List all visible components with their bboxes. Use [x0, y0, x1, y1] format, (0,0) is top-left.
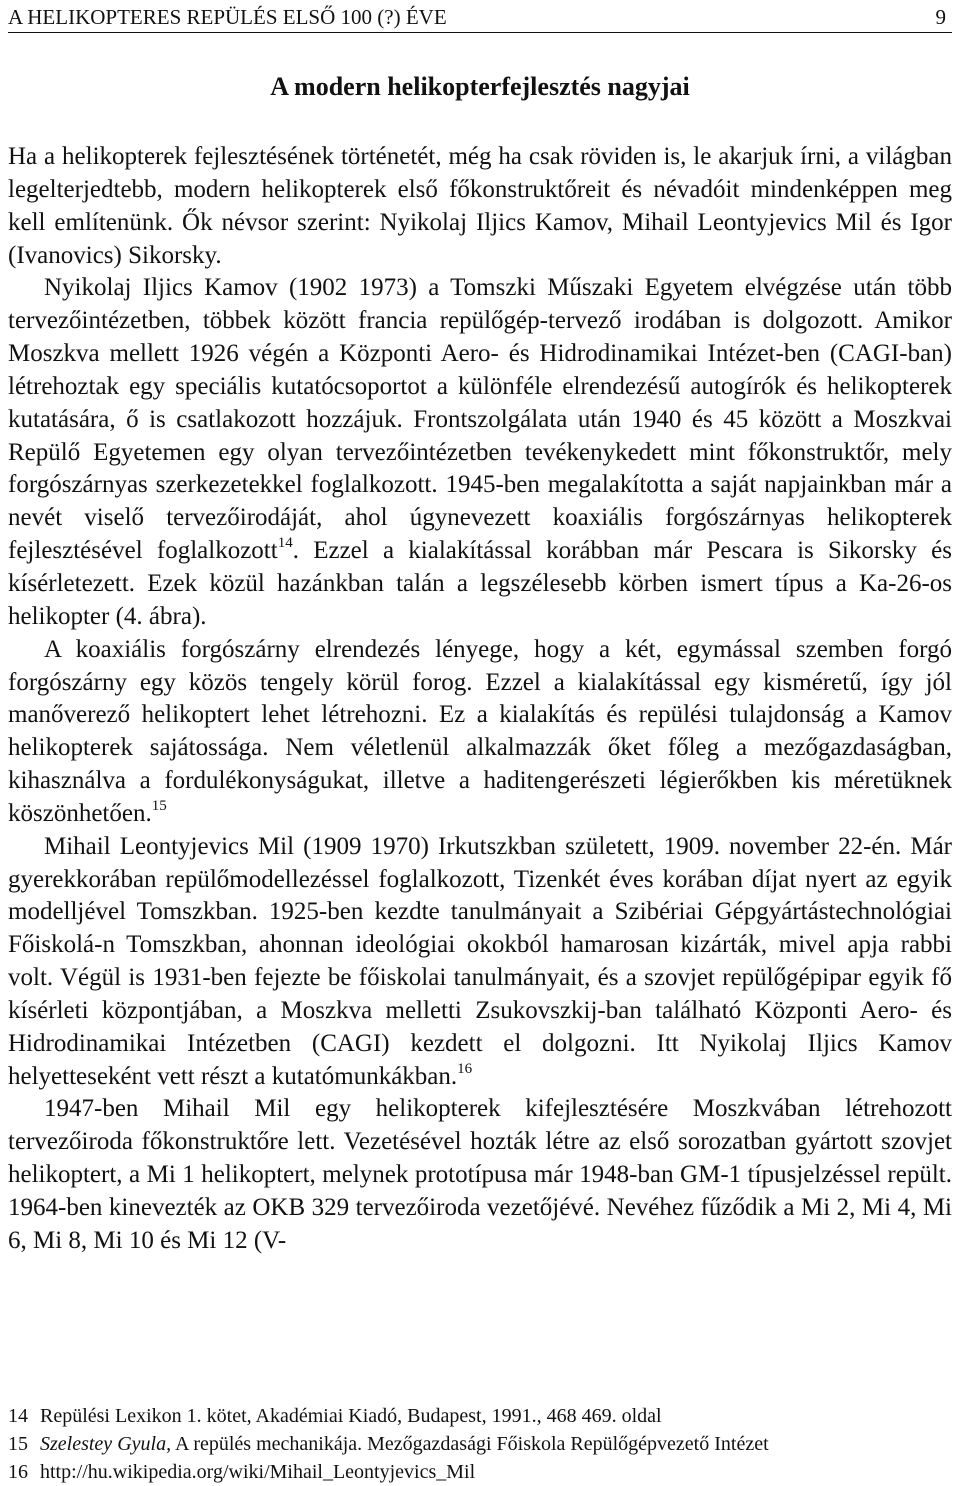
- footnote-ref-14: 14: [277, 535, 293, 552]
- footnote-ref-16: 16: [457, 1060, 473, 1077]
- paragraph-kamov: Nyikolaj Iljics Kamov (1902 1973) a Tomszki Műszaki Egyetem elvégzése után több tervezőintézetben, többek között francia repülőgép-tervező irodában is dolgozott. Amikor Moszkva mellett 1926 végén a Központi Aero- és Hidrodinamikai Intézet-ben (CAGI-ban) létrehoztak egy speciális kutatócsoportot a különféle elrendezésű autogírók és helikopterek kutatására, ő is csatlakozott hozzájuk. Frontszolgálata után 1940 és 45 között a Moszkvai Repülő Egyetemen egy olyan tervezőintézetben tevékenykedett mint főkonstruktőr, mely forgószárnyas szerkezetekkel foglalkozott. 1945-ben megalakította a saját napjainkban már a nevét viselő tervezőirodáját, ahol úgynevezett koaxiális forgószárnyas helikopterek fejlesztésével foglalkozott$^{14}$. Ezzel a kialakítással korábban már Pescara is Sikorsky és kísérletezett. Ezek közül hazánkban talán a legszélesebb körben ismert típus a Ka-26-os helikopter (4. ábra).: [8, 274, 952, 630]
- page-number: 9: [935, 5, 946, 29]
- footnote-ref-15: 15: [151, 797, 167, 814]
- running-title: A HELIKOPTERES REPÜLÉS ELSŐ 100 (?) ÉVE: [8, 5, 447, 29]
- footnotes: [8, 1402, 952, 1486]
- paragraph-intro: Ha a helikopterek fejlesztésének történetét, még ha csak röviden is, le akarjuk írni, a világban legelterjedtebb, modern helikopterek első főkonstruktőreit és névadóit mindenképpen meg kell említenünk. Ők névsor szerint: Nyikolaj Iljics Kamov, Mihail Leontyjevics Mil és Igor (Ivanovics) Sikorsky.: [8, 143, 952, 269]
- section-title: A modern helikopterfejlesztés nagyjai: [270, 72, 690, 101]
- paragraph-mil-bureau: 1947-ben Mihail Mil egy helikopterek kifejlesztésére Moszkvában létrehozott tervezőiroda főkonstruktőre lett. Vezetésével hozták létre az első sorozatban gyártott szovjet helikoptert, a Mi 1 helikoptert, melynek prototípusa már 1948-ban GM-1 típusjelzéssel repült. 1964-ben kinevezték az OKB 329 tervezőiroda vezetőjévé. Nevéhez fűződik a Mi 2, Mi 4, Mi 6, Mi 8, Mi 10 és Mi 12 (V-: [8, 1095, 952, 1254]
- body-text: [8, 141, 952, 1258]
- running-header: [8, 4, 952, 33]
- footnote-15: 15 Szelestey Gyula, A repülés mechanikája. Mezőgazdasági Főiskola Repülőgépvezető Intézet: [8, 1433, 769, 1455]
- footnote-16: 16 http://hu.wikipedia.org/wiki/Mihail_Leontyjevics_Mil: [8, 1461, 476, 1483]
- paragraph-mil: Mihail Leontyjevics Mil (1909 1970) Irkutszkban született, 1909. november 22-én. Már gyerekkorában repülőmodellezéssel foglalkozott, Tizenkét éves korában díjat nyert az egyik modelljével Tomszkban. 1925-ben kezdte tanulmányait a Szibériai Gépgyártástechnológiai Főiskolá-n Tomszkban, ahonnan ideológiai okokból hamarosan kizárták, mivel apja rabbi volt. Végül is 1931-ben fejezte be főiskolai tanulmányait, és a szovjet repülőgépipar egyik fő kísérleti központjában, a Moszkva melletti Zsukovszkij-ban található Központi Aero- és Hidrodinamikai Intézetben (CAGI) kezdett el dolgozni. Itt Nyikolaj Iljics Kamov helyetteseként vett részt a kutatómunkákban.$^{16}$: [8, 832, 952, 1090]
- footnote-14: 14 Repülési Lexikon 1. kötet, Akadémiai Kiadó, Budapest, 1991., 468 469. oldal: [8, 1405, 662, 1427]
- paragraph-coaxial: A koaxiális forgószárny elrendezés lényege, hogy a két, egymással szemben forgó forgószárny egy közös tengely körül forog. Ezzel a kialakítással egy kisméretű, így jól manőverező helikoptert lehet létrehozni. Ez a kialakítás és repülési tulajdonság a Kamov helikopterek sajátossága. Nem véletlenül alkalmazzák őket főleg a mezőgazdaságban, kihasználva a fordulékonyságukat, illetve a haditengerészeti légierőkben kis méretüknek köszönhetően.$^{15}$: [8, 635, 952, 827]
- footnote-link[interactable]: http://hu.wikipedia.org/wiki/Mihail_Leontyjevics_Mil: [40, 1461, 476, 1483]
